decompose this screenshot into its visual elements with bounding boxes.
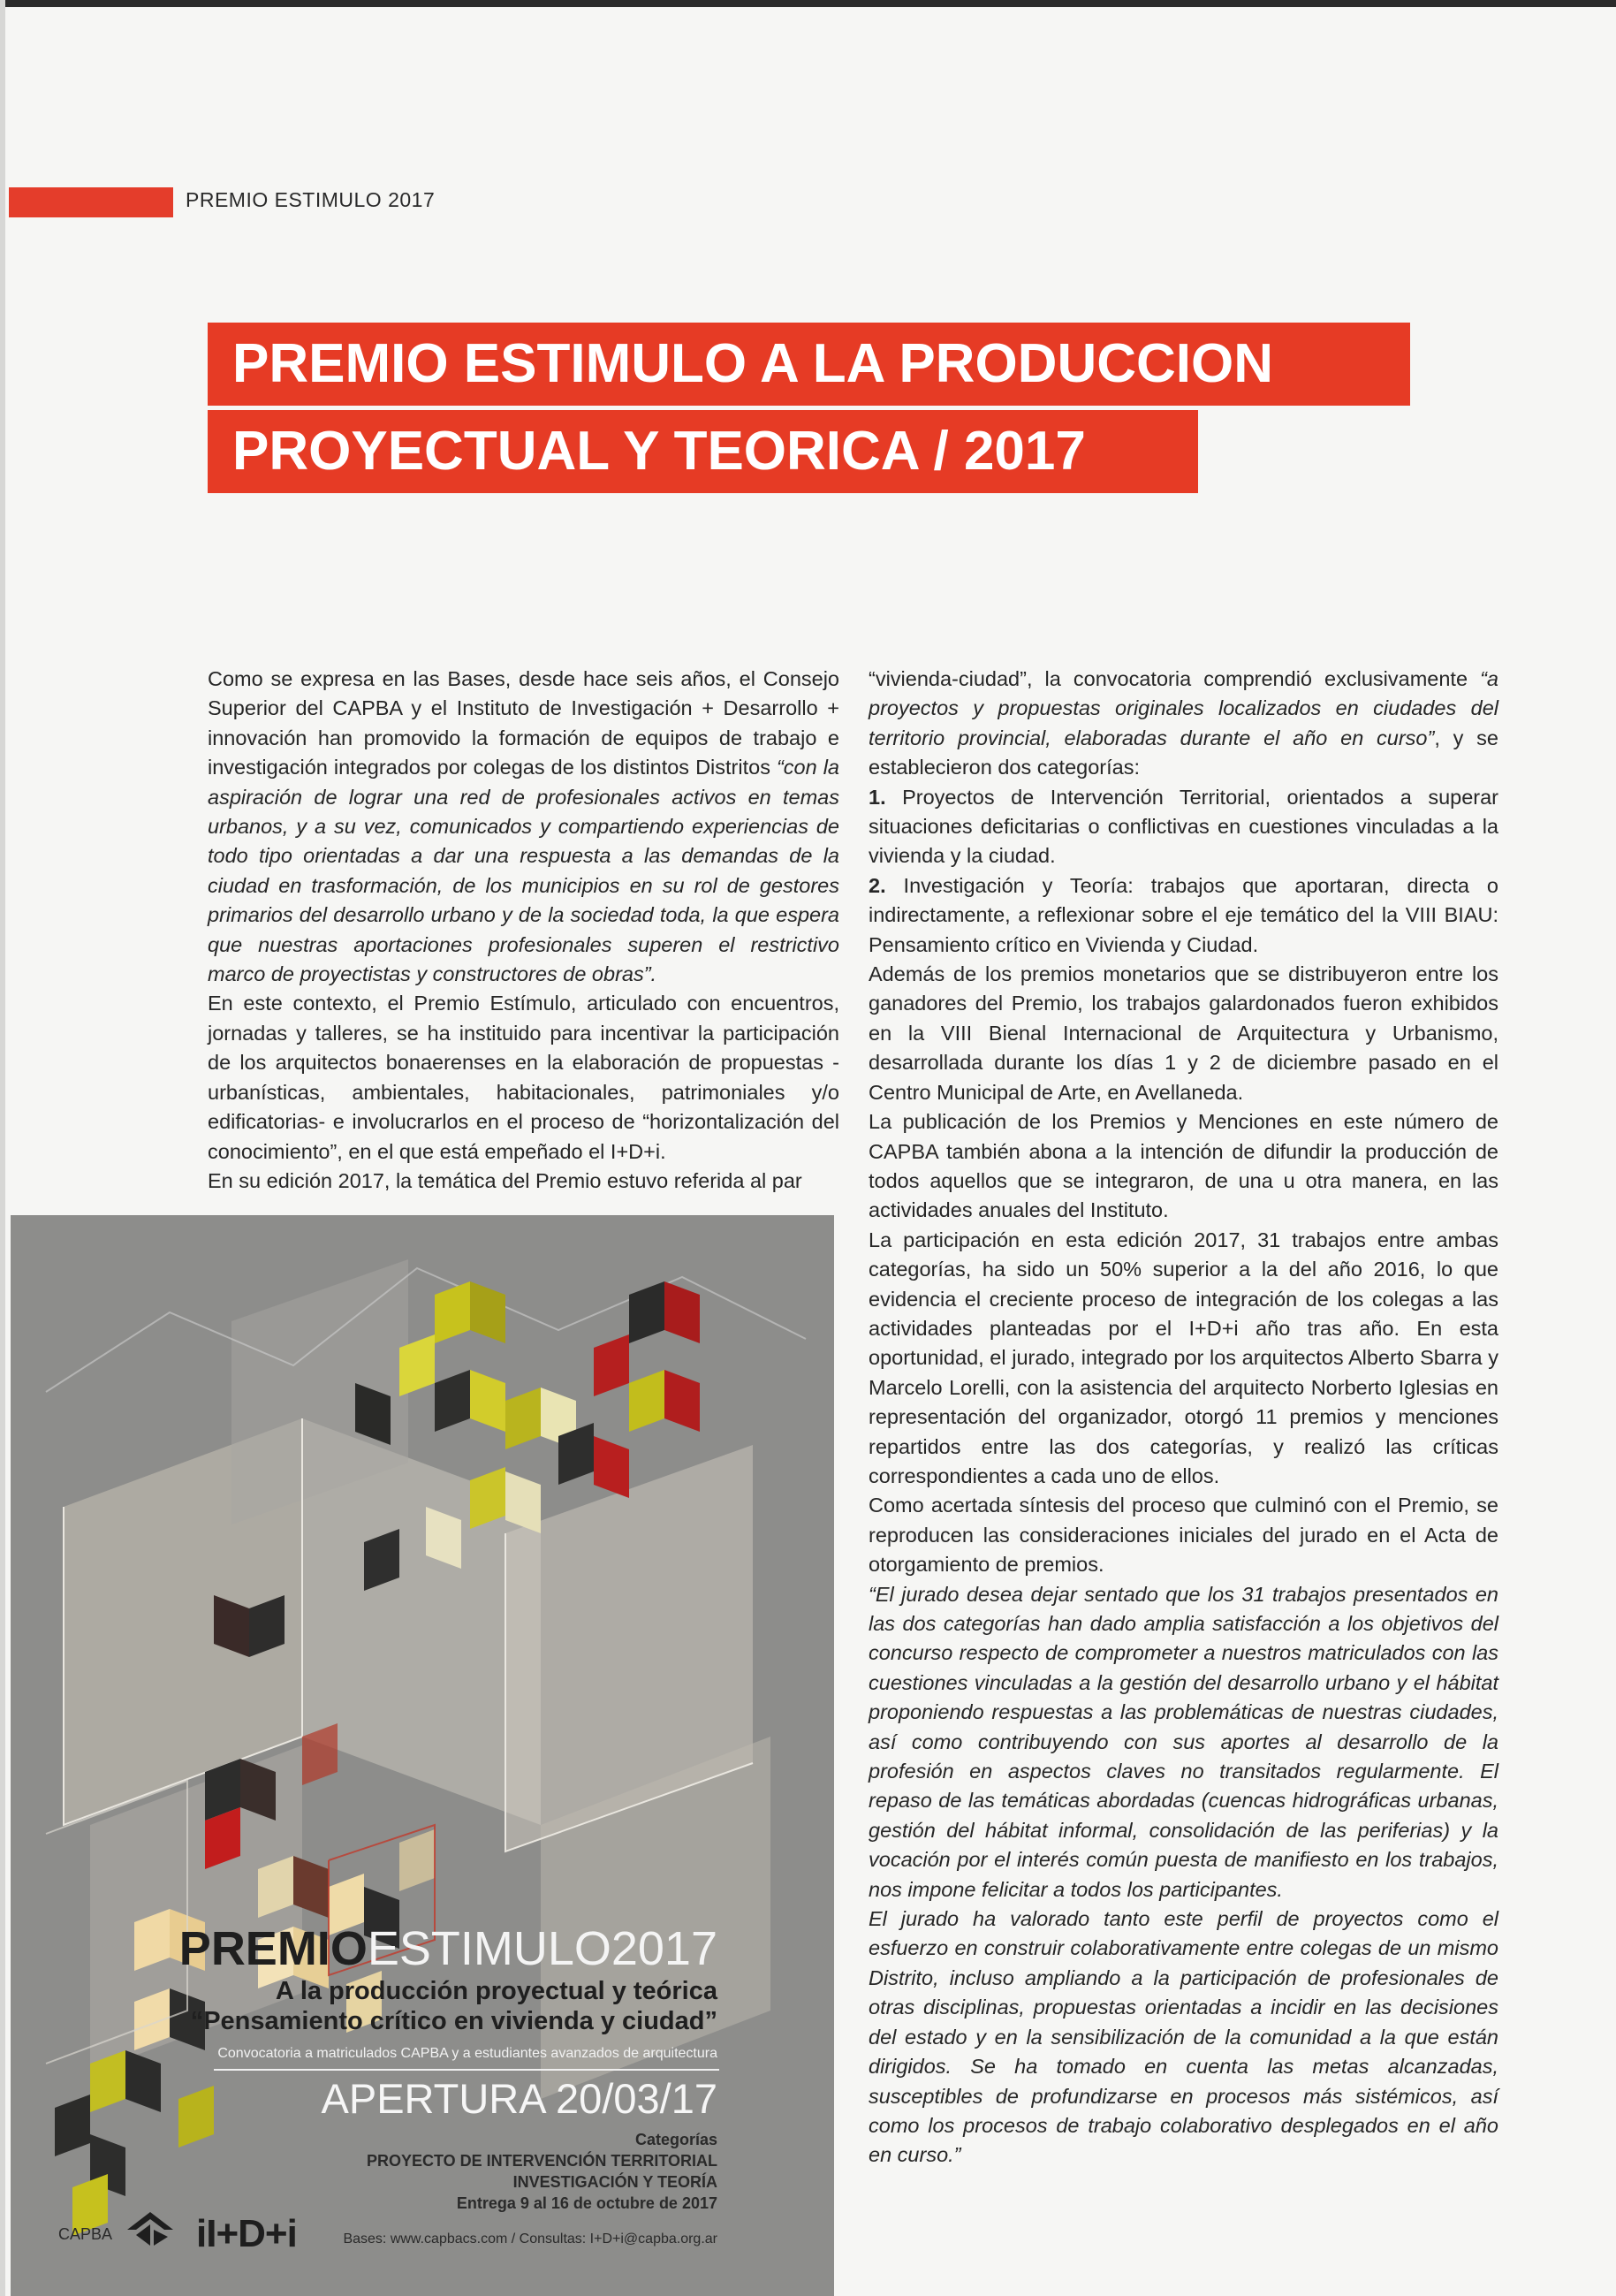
title-line-1: PREMIO ESTIMULO A LA PRODUCCION <box>208 323 1410 406</box>
event-poster <box>11 1215 834 2296</box>
poster-title-premio: PREMIO <box>178 1922 368 1975</box>
section-label: PREMIO ESTIMULO 2017 <box>186 188 436 211</box>
right-paragraph-5: Como acertada síntesis del proceso que culminó con el Premio, se reproducen las consideraciones iniciales del jurado en el Acta de otorgamiento de premios. <box>869 1494 1498 1577</box>
right-paragraph-1 <box>869 665 1498 783</box>
poster-capba-label: CAPBA <box>58 2225 113 2243</box>
right-p1-text: “vivienda-ciudad”, la convocatoria comprendió exclusivamente <box>869 667 1481 690</box>
jury-quote-2-text: El jurado ha valorado tanto este perfil de proyectos como el esfuerzo en construir colaborativamente entre colegas de un mismo Distrito, incluso ampliando a la participación de profesionales de otras disciplinas, propuestas orientadas a incidir en las decisiones del estado y en la sensibilización de la comunidad a la que están dirigidos. Se ha tomado en cuenta las metas alcanzadas, susceptibles de profundizarse en procesos más sistémicos, así como los procesos de trabajo colaborativo desplegados en el año en curso.” <box>869 1907 1498 2167</box>
poster-apertura: APERTURA 20/03/17 <box>321 2075 717 2122</box>
poster-subtitle-1: A la producción proyectual y teórica <box>275 1977 717 2005</box>
poster-title <box>11 1922 717 1975</box>
right-paragraph-4: La participación en esta edición 2017, 31 trabajos entre ambas categorías, ha sido un 50% superior a la del año 2016, lo que evidencia el creciente proceso de integración de los colegas a las actividades planteadas por el I+D+i año tras año. En esta oportunidad, el jurado, integrado por los arquitectos Alberto Sbarra y Marcelo Lorelli, con la asistencia del arquitecto Norberto Iglesias en representación del organizador, otorgó 11 premios y menciones repartidos entre las dos categorías, y realizó las críticas correspondientes a cada uno de ellos. <box>869 1228 1498 1487</box>
poster-category-2: INVESTIGACIÓN Y TEORÍA <box>512 2173 717 2191</box>
poster-divider <box>214 2069 719 2071</box>
right-p1-end: , y se establecieron dos categorías: <box>869 726 1498 779</box>
jury-quote-1 <box>869 1580 1498 1904</box>
article-left-column <box>208 665 839 1196</box>
article-right-column <box>869 665 1498 2171</box>
category-2-text: Investigación y Teoría: trabajos que aportaran, directa o indirectamente, a reflexionar sobre el eje temático del la VIII BIAU: Pensamiento crítico en Vivienda y Ciudad. <box>869 873 1498 956</box>
category-1-text: Proyectos de Intervención Territorial, orientados a superar situaciones deficitarias o conflictivas en cuestiones vinculadas a la vivienda y la ciudad. <box>869 785 1498 868</box>
category-2-number: 2. <box>869 873 886 897</box>
poster-idi-logo: iI+D+i <box>196 2212 297 2255</box>
category-1 <box>869 783 1498 871</box>
category-2 <box>869 871 1498 960</box>
poster-categorias-label: Categorías <box>634 2131 717 2148</box>
title-line-2: PROYECTUAL Y TEORICA / 2017 <box>208 410 1198 493</box>
poster-category-1: PROYECTO DE INTERVENCIÓN TERRITORIAL <box>366 2152 717 2170</box>
poster-bases-contact: Bases: www.capbacs.com / Consultas: I+D+i@capba.org.ar <box>343 2231 717 2247</box>
left-p1-quote: “con la aspiración de lograr una red de profesionales activos en temas urbanos, y a su vez, comunicados y compartiendo experiencias de todo tipo orientadas a dar una respuesta a las demandas de la ciudad en trasformación, de los municipios en su rol de gestores primarios del desarrollo urbano y de la sociedad toda, la que espera que nuestras aportaciones profesionales superen el restrictivo marco de proyectistas y constructores de obras”. <box>208 756 839 986</box>
right-paragraph-3: La publicación de los Premios y Menciones en este número de CAPBA también abona a la intención de difundir la producción de todos aquellos que se integraron, de una u otra manera, en las actividades anuales del Instituto. <box>869 1110 1498 1222</box>
capba-logo-icon <box>124 2209 177 2249</box>
right-paragraph-2: Además de los premios monetarios que se distribuyeron entre los ganadores del Premio, los trabajos galardonados fueron exhibidos en la VIII Bienal Internacional de Arquitectura y Urbanismo, desarrollada durante los días 1 y 2 de diciembre pasado en el Centro Municipal de Arte, en Avellaneda. <box>869 962 1498 1104</box>
category-1-number: 1. <box>869 785 886 809</box>
left-paragraph-1 <box>208 665 839 989</box>
scan-edge-left <box>0 0 5 2296</box>
left-paragraph-3: En su edición 2017, la temática del Premio estuvo referida al par <box>208 1168 802 1192</box>
poster-title-estimulo: ESTIMULO2017 <box>367 1922 717 1975</box>
section-color-bar <box>9 187 173 217</box>
right-p1-quote: “a proyectos y propuestas originales localizados en ciudades del territorio provincial, elaboradas durante el año en curso” <box>869 667 1498 749</box>
left-paragraph-2: En este contexto, el Premio Estímulo, articulado con encuentros, jornadas y talleres, se ha instituido para incentivar la participación de los arquitectos bonaerenses en la elaboración de propuestas -urbanísticas, ambientales, habitacionales, patrimoniales y/o edificatorias- e involucrarlos en el proceso de “horizontalización del conocimiento”, en el que está empeñado el I+D+i. <box>208 992 839 1163</box>
scan-edge-top <box>0 0 1616 7</box>
poster-entrega: Entrega 9 al 16 de octubre de 2017 <box>456 2194 717 2212</box>
jury-quote-2 <box>869 1904 1498 2171</box>
poster-convocatoria: Convocatoria a matriculados CAPBA y a estudiantes avanzados de arquitectura <box>217 2046 717 2061</box>
jury-quote-1-text: “El jurado desea dejar sentado que los 31 trabajos presentados en las dos categorías han dado amplia satisfacción a los objetivos del concurso respecto de comprometer a nuestros matriculados con las cuestiones vinculadas a la gestión del desarrollo urbano y el hábitat proponiendo respuestas a las problemáticas de nuestras ciudades, así como contribuyendo con sus aportes al desarrollo de la profesión en aspectos claves no transitados regularmente. El repaso de las temáticas abordadas (cuencas hidrográficas urbanas, gestión del hábitat informal, consolidación de las periferias) y la vocación por el interés común puesta de manifiesto en los trabajos, nos impone felicitar a todos los participantes. <box>869 1582 1498 1901</box>
left-p1-text: Como se expresa en las Bases, desde hace seis años, el Consejo Superior del CAPBA y el Instituto de Investigación + Desarrollo + innovación han promovido la formación de equipos de trabajo e investigación integrados por colegas de los distintos Distritos <box>208 667 839 779</box>
poster-subtitle-2: “Pensamiento crítico en vivienda y ciudad” <box>190 2007 717 2035</box>
